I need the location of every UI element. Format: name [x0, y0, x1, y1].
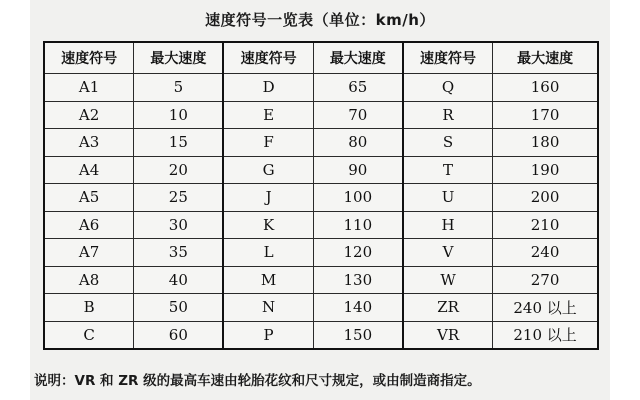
speed-symbol-cell: T	[403, 156, 493, 184]
table-row	[44, 156, 598, 184]
speed-symbol-cell: A8	[44, 266, 134, 294]
max-speed-cell: 90	[313, 156, 403, 184]
speed-symbol-cell: A5	[44, 184, 134, 212]
speed-symbol-cell: G	[223, 156, 313, 184]
speed-symbol-cell: A2	[44, 101, 134, 129]
table-header-row	[44, 42, 598, 74]
max-speed-cell: 240 以上	[493, 294, 598, 322]
speed-symbol-cell: N	[223, 294, 313, 322]
max-speed-cell: 130	[313, 266, 403, 294]
max-speed-cell: 150	[313, 321, 403, 349]
header-max-speed: 最大速度	[313, 42, 403, 74]
table-row	[44, 101, 598, 129]
table-row	[44, 266, 598, 294]
header-max-speed: 最大速度	[134, 42, 224, 74]
speed-symbol-cell: ZR	[403, 294, 493, 322]
speed-symbol-cell: W	[403, 266, 493, 294]
speed-symbol-cell: VR	[403, 321, 493, 349]
max-speed-cell: 270	[493, 266, 598, 294]
max-speed-cell: 160	[493, 74, 598, 102]
speed-symbol-cell: A1	[44, 74, 134, 102]
max-speed-cell: 35	[134, 239, 224, 267]
max-speed-cell: 210	[493, 211, 598, 239]
max-speed-cell: 40	[134, 266, 224, 294]
max-speed-cell: 30	[134, 211, 224, 239]
speed-symbol-cell: A4	[44, 156, 134, 184]
speed-symbol-cell: C	[44, 321, 134, 349]
speed-symbol-cell: A7	[44, 239, 134, 267]
speed-symbol-cell: J	[223, 184, 313, 212]
speed-symbol-cell: K	[223, 211, 313, 239]
speed-symbol-cell: H	[403, 211, 493, 239]
speed-symbol-cell: E	[223, 101, 313, 129]
speed-symbol-cell: U	[403, 184, 493, 212]
table-row	[44, 74, 598, 102]
header-max-speed: 最大速度	[493, 42, 598, 74]
max-speed-cell: 180	[493, 129, 598, 157]
max-speed-cell: 65	[313, 74, 403, 102]
header-speed-symbol: 速度符号	[44, 42, 134, 74]
table-row	[44, 321, 598, 349]
max-speed-cell: 25	[134, 184, 224, 212]
max-speed-cell: 15	[134, 129, 224, 157]
max-speed-cell: 10	[134, 101, 224, 129]
max-speed-cell: 100	[313, 184, 403, 212]
max-speed-cell: 200	[493, 184, 598, 212]
table-note: 说明：VR 和 ZR 级的最高车速由轮胎花纹和尺寸规定，或由制造商指定。	[34, 373, 481, 389]
table-row	[44, 129, 598, 157]
table-row	[44, 294, 598, 322]
header-speed-symbol: 速度符号	[223, 42, 313, 74]
max-speed-cell: 80	[313, 129, 403, 157]
max-speed-cell: 210 以上	[493, 321, 598, 349]
table-title: 速度符号一览表（单位：km/h）	[205, 11, 435, 29]
speed-symbol-cell: R	[403, 101, 493, 129]
speed-symbol-cell: V	[403, 239, 493, 267]
max-speed-cell: 60	[134, 321, 224, 349]
max-speed-cell: 170	[493, 101, 598, 129]
max-speed-cell: 140	[313, 294, 403, 322]
speed-symbol-cell: S	[403, 129, 493, 157]
speed-symbol-cell: F	[223, 129, 313, 157]
speed-symbol-cell: P	[223, 321, 313, 349]
table-row	[44, 211, 598, 239]
max-speed-cell: 190	[493, 156, 598, 184]
table-body	[44, 74, 598, 350]
max-speed-cell: 50	[134, 294, 224, 322]
table-row	[44, 184, 598, 212]
table-row	[44, 239, 598, 267]
max-speed-cell: 110	[313, 211, 403, 239]
max-speed-cell: 120	[313, 239, 403, 267]
speed-symbol-cell: D	[223, 74, 313, 102]
speed-symbol-cell: M	[223, 266, 313, 294]
max-speed-cell: 20	[134, 156, 224, 184]
max-speed-cell: 240	[493, 239, 598, 267]
speed-symbol-cell: B	[44, 294, 134, 322]
speed-symbol-cell: A6	[44, 211, 134, 239]
speed-symbol-cell: A3	[44, 129, 134, 157]
speed-symbol-table	[43, 41, 599, 350]
speed-symbol-cell: L	[223, 239, 313, 267]
max-speed-cell: 70	[313, 101, 403, 129]
speed-symbol-cell: Q	[403, 74, 493, 102]
max-speed-cell: 5	[134, 74, 224, 102]
header-speed-symbol: 速度符号	[403, 42, 493, 74]
